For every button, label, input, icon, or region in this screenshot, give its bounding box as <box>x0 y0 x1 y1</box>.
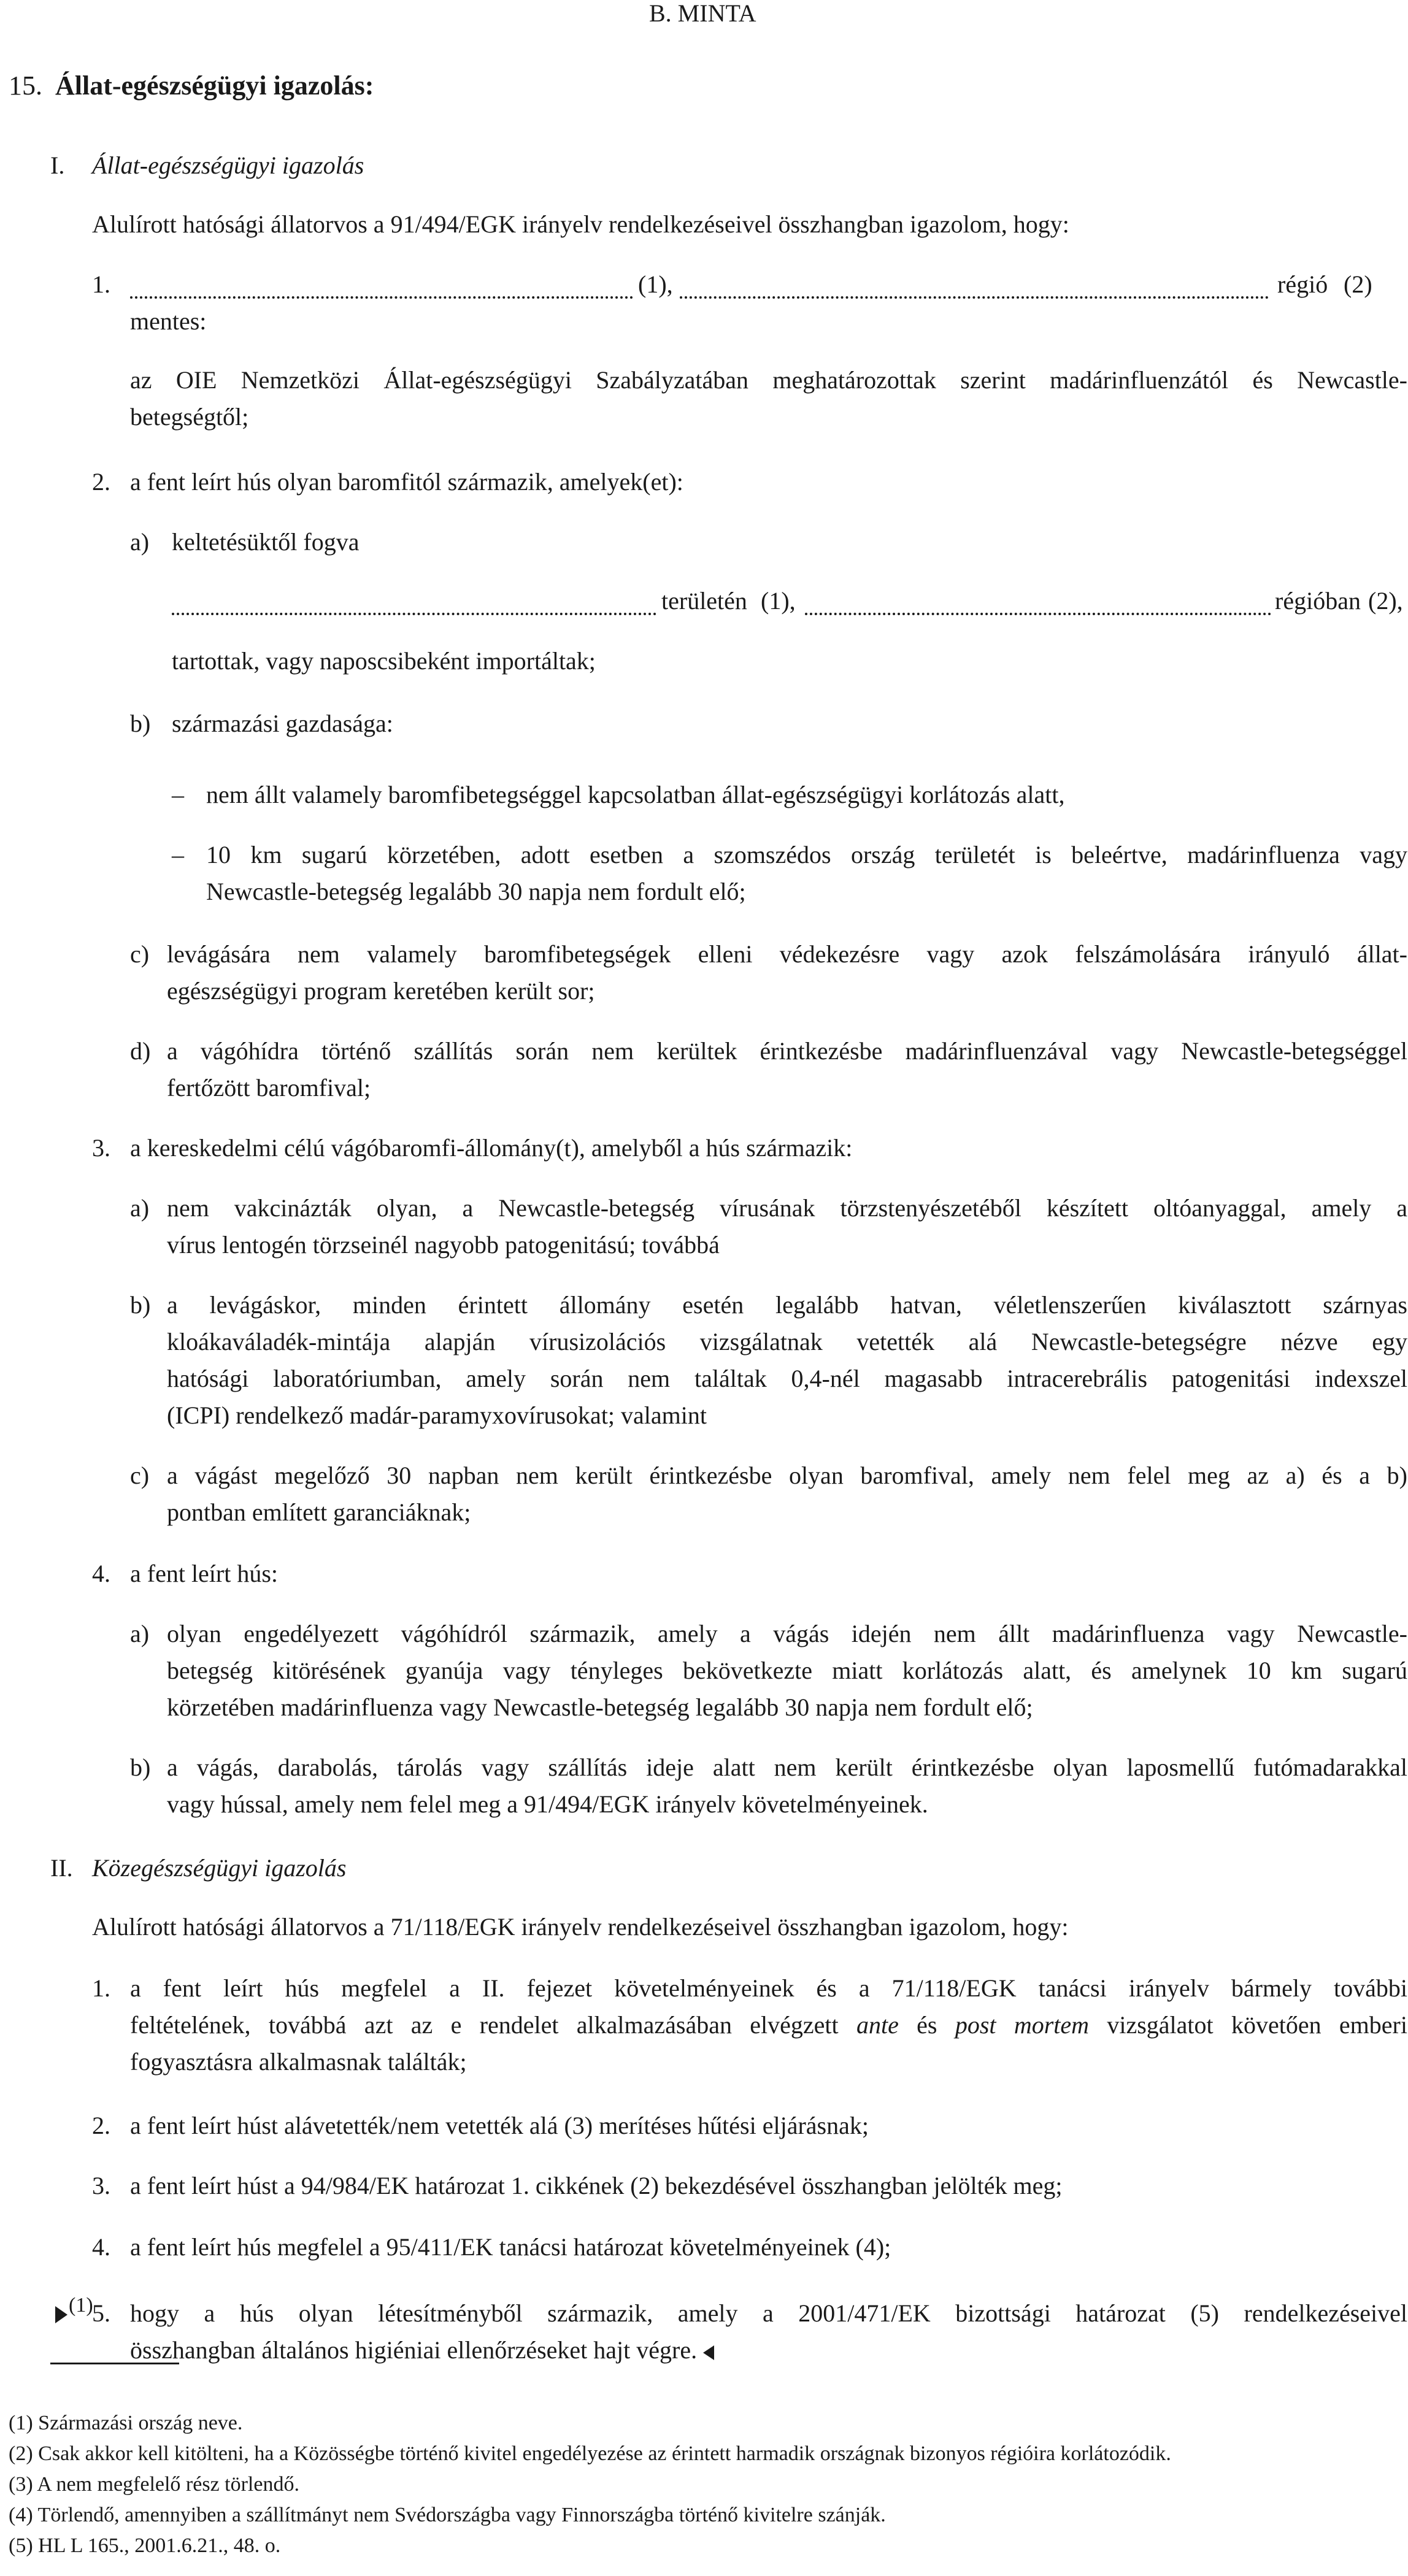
territory-label: területén <box>661 587 747 615</box>
subitem-text: nem vakcinázták olyan, a Newcastle-betegség vírusának törzstenyészetéből készített oltóanyaggal, amely a <box>167 1194 1407 1222</box>
part-ii-numeral: II. <box>50 1854 73 1882</box>
item-text <box>130 2114 869 2138</box>
footnote-ref-2: (2), <box>1368 587 1403 615</box>
footnote-ref-3: (3) <box>564 2112 593 2139</box>
item-text: az OIE Nemzetközi Állat-egészségügyi Szabályzatában meghatározottak szerint madárinfluenzától és Newcastle- <box>130 366 1407 394</box>
fill-in-region[interactable] <box>805 607 1271 618</box>
item-text-part: vizsgálatot követően emberi <box>1089 2011 1407 2039</box>
item-text: fogyasztásra alkalmasnak találták; <box>130 2048 467 2076</box>
dash-marker: – <box>172 781 184 808</box>
subitem-label: c) <box>130 940 150 968</box>
item-number: 4. <box>92 2233 110 2261</box>
amendment-start-arrow-icon <box>55 2306 67 2323</box>
subitem-text: keltetésüktől fogva <box>172 528 360 556</box>
item-number: 3. <box>92 1134 110 1162</box>
footnote-item <box>9 2474 299 2495</box>
subitem-label: a) <box>130 1620 150 1647</box>
item-number: 3. <box>92 2172 110 2199</box>
item-number: 4. <box>92 1560 110 1587</box>
region-label: régióban <box>1275 587 1361 615</box>
latin-term: post mortem <box>955 2011 1090 2039</box>
dash-item-text: 10 km sugarú körzetében, adott esetben a szomszédos ország területét is beleértve, madárinfluenza vagy <box>206 841 1407 868</box>
subitem-label: d) <box>130 1037 151 1065</box>
subitem-text: levágására nem valamely baromfibetegségek elleni védekezésre vagy azok felszámolására irányuló állat- <box>167 940 1407 968</box>
part-ii-intro: Alulírott hatósági állatorvos a 71/118/EGK irányelv rendelkezéseivel összhangban igazolom, hogy: <box>92 1913 1069 1941</box>
footnote-text: A nem megfelelő rész törlendő. <box>37 2473 299 2496</box>
section-title: Állat-egészségügyi igazolás: <box>55 71 374 101</box>
page-header-mark: B. MINTA <box>649 0 756 27</box>
dash-item-text: nem állt valamely baromfibetegséggel kapcsolatban állat-egészségügyi korlátozás alatt, <box>206 781 1065 808</box>
subitem-label: a) <box>130 1194 150 1222</box>
item-text: betegségtől; <box>130 403 249 431</box>
item-text <box>130 2235 891 2260</box>
subitem-text: körzetében madárinfluenza vagy Newcastle-betegség legalább 30 napja nem fordult elő; <box>167 1693 1033 1721</box>
subitem-text: fertőzött baromfival; <box>167 1074 371 1102</box>
fill-in-territory[interactable] <box>172 607 656 618</box>
footnote-text: Törlendő, amennyiben a szállítmányt nem Svédországba vagy Finnországba történő kivitelre szánják. <box>37 2504 886 2526</box>
item-text-part: a fent leírt húst alávetették/nem vetették alá <box>130 2112 558 2139</box>
item-text-part: és <box>898 2011 955 2039</box>
subitem-text: (ICPI) rendelkező madár-paramyxovírusokat; valamint <box>167 1401 707 1429</box>
item-text: a fent leírt hús olyan baromfitól származik, amelyek(et): <box>130 468 683 496</box>
footnote-separator <box>50 2363 179 2364</box>
footnote-mark: (1) <box>9 2412 33 2434</box>
subitem-label: c) <box>130 1462 150 1489</box>
footnote-ref-1: (1), <box>638 270 673 298</box>
item-text-part: merítéses hűtési eljárásnak; <box>599 2112 869 2139</box>
subitem-text: olyan engedélyezett vágóhídról származik, amely a vágás idején nem állt madárinfluenza vagy Newcastle- <box>167 1620 1407 1647</box>
dash-item-text: Newcastle-betegség legalább 30 napja nem fordult elő; <box>206 878 746 905</box>
item-number: 5. <box>92 2299 110 2327</box>
footnote-item <box>9 2413 242 2434</box>
item-number: 2. <box>92 468 110 496</box>
footnote-mark: (5) <box>9 2534 33 2557</box>
item-text: a fent leírt húst a 94/984/EK határozat 1. cikkének (2) bekezdésével összhangban jelölték meg; <box>130 2172 1063 2199</box>
item-text: a kereskedelmi célú vágóbaromfi-állomány(t), amelyből a hús származik: <box>130 1134 853 1162</box>
subitem-text: kloákaváladék-mintája alapján vírusizolációs vizsgálatnak vetették alá Newcastle-betegségre nézve egy <box>167 1328 1407 1355</box>
subitem-text: pontban említett garanciáknak; <box>167 1498 471 1526</box>
part-i-numeral: I. <box>50 151 65 179</box>
subitem-text: származási gazdasága: <box>172 710 393 737</box>
subitem-text: vírus lentogén törzseinél nagyobb patogenitású; továbbá <box>167 1231 720 1259</box>
fill-in-country[interactable] <box>130 291 633 302</box>
footnote-ref-5: (5) <box>1190 2299 1219 2327</box>
subitem-text: vagy hússal, amely nem felel meg a 91/494/EGK irányelv követelményeinek. <box>167 1790 928 1818</box>
item-text: a fent leírt hús megfelel a II. fejezet követelményeinek és a 71/118/EGK tanácsi irányelv bármely további <box>130 1974 1407 2002</box>
subitem-label: b) <box>130 710 151 737</box>
footnote-item <box>9 2505 886 2526</box>
item-number: 1. <box>92 270 110 298</box>
subitem-text: tartottak, vagy naposcsibeként importáltak; <box>172 647 596 675</box>
footnote-ref-1: (1), <box>761 587 796 615</box>
footnote-ref-4: (4); <box>855 2233 891 2261</box>
subitem-text: betegség kitörésének gyanúja vagy tényleges bekövetkezte miatt korlátozás alatt, és amelynek 10 km sugarú <box>167 1657 1407 1684</box>
footnote-text: Származási ország neve. <box>38 2412 243 2434</box>
subitem-text: a vágás, darabolás, tárolás vagy szállítás ideje alatt nem került érintkezésbe olyan laposmellű futómadarakkal <box>167 1754 1407 1781</box>
item-text: a fent leírt hús: <box>130 1560 279 1587</box>
subitem-text: egészségügyi program keretében került sor; <box>167 977 595 1005</box>
item-number: 1. <box>92 1974 110 2002</box>
item-text-part: összhangban általános higiéniai ellenőrzéseket hajt végre. <box>130 2336 698 2364</box>
subitem-label: b) <box>130 1291 151 1319</box>
footnote-text: Csak akkor kell kitölteni, ha a Közösségbe történő kivitel engedélyezése az érintett harmadik országnak bizonyos régióira korlátozódik. <box>38 2442 1171 2465</box>
item-text: mentes: <box>130 307 207 335</box>
latin-term: ante <box>856 2011 899 2039</box>
item-text-part: feltételének, továbbá azt az e rendelet alkalmazásában elvégzett <box>130 2011 856 2039</box>
item-text <box>130 2013 1407 2037</box>
part-ii-title: Közegészségügyi igazolás <box>92 1854 347 1882</box>
amendment-marker: (1) <box>69 2294 93 2317</box>
subitem-text: a vágást megelőző 30 napban nem került érintkezésbe olyan baromfival, amely nem felel meg az a) és a b) <box>167 1462 1407 1489</box>
subitem-label: b) <box>130 1754 151 1781</box>
item-text-part: a fent leírt hús megfelel a 95/411/EK tanácsi határozat követelményeinek <box>130 2233 850 2261</box>
subitem-text: a levágáskor, minden érintett állomány esetén legalább hatvan, véletlenszerűen kiválasztott szárnyas <box>167 1291 1407 1319</box>
footnote-mark: (4) <box>9 2504 33 2526</box>
fill-in-region[interactable] <box>680 291 1269 302</box>
dash-marker: – <box>172 841 184 868</box>
amendment-end-arrow-icon <box>703 2345 714 2360</box>
footnote-mark: (2) <box>9 2442 33 2465</box>
subitem-text: hatósági laboratóriumban, amely során nem találtak 0,4-nél magasabb intracerebrális patogenitási indexszel <box>167 1365 1407 1392</box>
footnote-text: HL L 165., 2001.6.21., 48. o. <box>38 2534 281 2557</box>
subitem-label: a) <box>130 528 150 556</box>
item-text-part: rendelkezéseivel <box>1244 2299 1408 2327</box>
footnote-mark: (3) <box>9 2473 33 2496</box>
footnote-item <box>9 2444 1171 2464</box>
footnote-ref-2: (2) <box>1344 270 1372 298</box>
subitem-text: a vágóhídra történő szállítás során nem kerültek érintkezésbe madárinfluenzával vagy Newcastle-betegséggel <box>167 1037 1407 1065</box>
item-text <box>130 2301 1407 2326</box>
item-text-part: hogy a hús olyan létesítményből származik, amely a 2001/471/EK bizottsági határozat <box>130 2299 1166 2327</box>
item-number: 2. <box>92 2112 110 2139</box>
part-i-intro: Alulírott hatósági állatorvos a 91/494/EGK irányelv rendelkezéseivel összhangban igazolom, hogy: <box>92 210 1069 238</box>
footnote-item <box>9 2536 280 2556</box>
section-number: 15. <box>9 71 42 101</box>
region-label: régió <box>1277 270 1328 298</box>
part-i-title: Állat-egészségügyi igazolás <box>92 151 364 179</box>
item-text <box>130 2338 714 2363</box>
